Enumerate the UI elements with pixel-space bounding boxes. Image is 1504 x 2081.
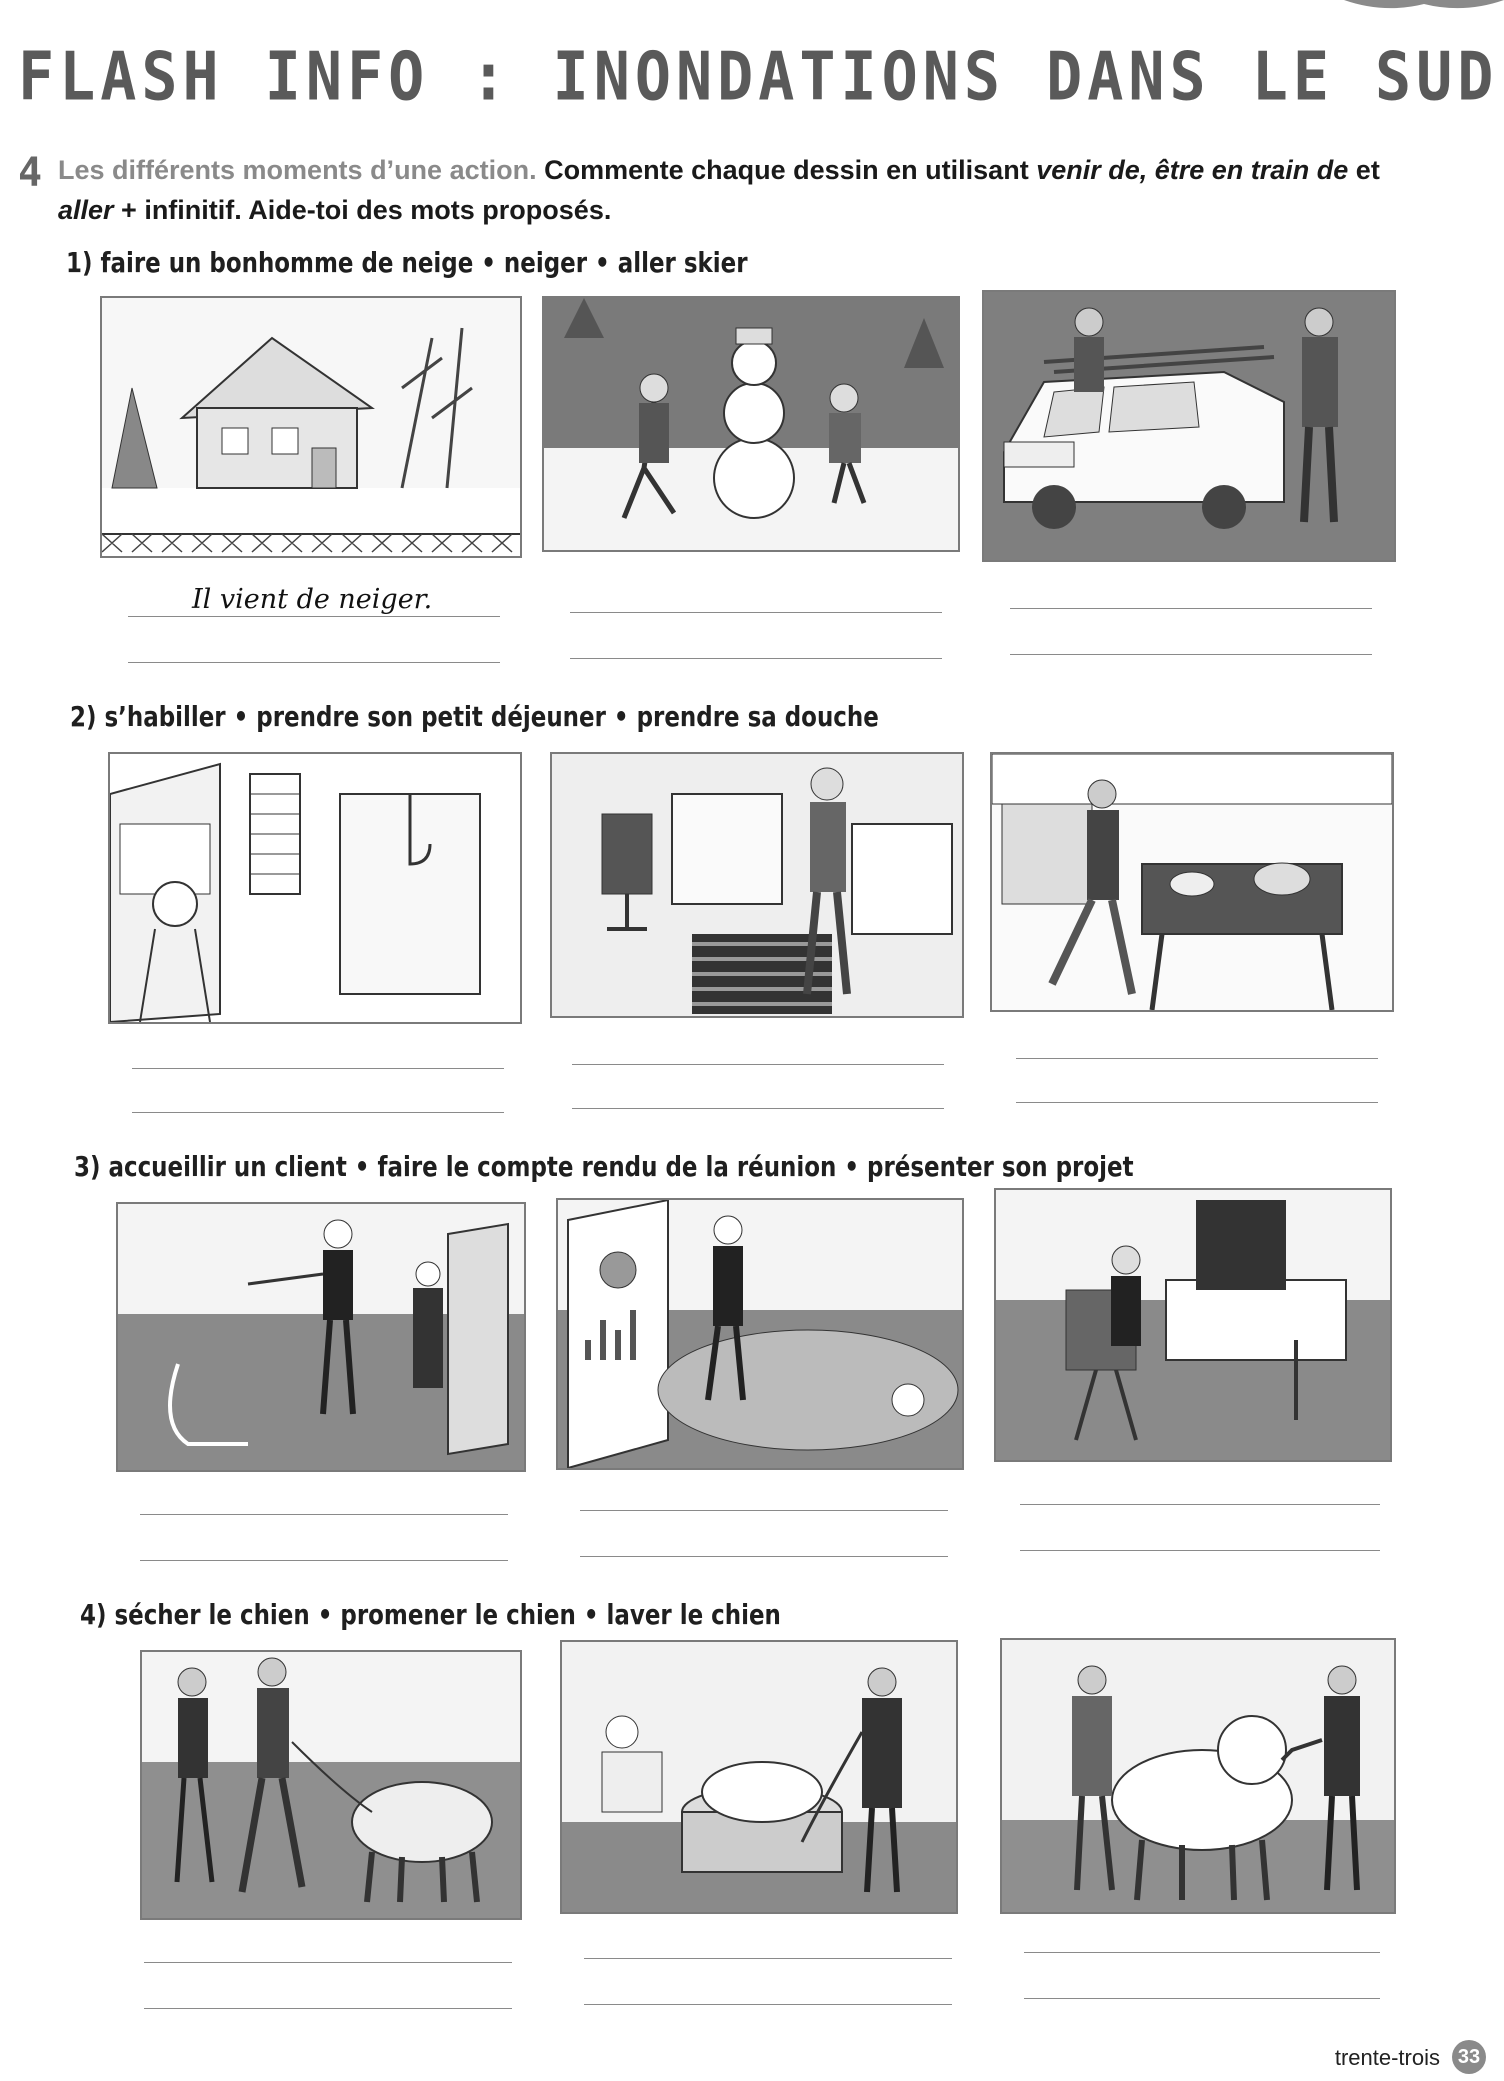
instruction-text-1: Commente chaque dessin en utilisant xyxy=(536,155,1037,185)
answer-line[interactable] xyxy=(144,2008,512,2009)
answer-line[interactable] xyxy=(140,1514,508,1515)
illustration-wash-dog xyxy=(560,1640,958,1914)
illustration-shower xyxy=(108,752,522,1024)
page-number-badge: 33 xyxy=(1452,2040,1486,2074)
answer-line[interactable] xyxy=(580,1556,948,1557)
answer-line[interactable] xyxy=(580,1510,948,1511)
answer-line[interactable] xyxy=(1010,654,1372,655)
instruction-aller: aller xyxy=(58,195,114,225)
answer-line[interactable] xyxy=(572,1108,944,1109)
illustration-breakfast xyxy=(990,752,1394,1012)
answer-line[interactable] xyxy=(1020,1504,1380,1505)
illustration-car-skis xyxy=(982,290,1396,562)
page-number-text: trente-trois xyxy=(1334,2045,1440,2070)
illustration-walk-dog xyxy=(140,1650,522,1920)
instruction-lead: Les différents moments d’une action. xyxy=(58,155,537,185)
prompt-2: 2) s’habiller • prendre son petit déjeuner • prendre sa douche xyxy=(70,700,879,733)
answer-line[interactable] xyxy=(1010,608,1372,609)
illustration-presentation xyxy=(556,1198,964,1470)
exercise-instruction xyxy=(58,150,1388,230)
answer-line[interactable] xyxy=(128,662,500,663)
page-title: FLASH INFO : INONDATIONS DANS LE SUD xyxy=(18,38,1499,117)
answer-line[interactable] xyxy=(144,1962,512,1963)
answer-line[interactable] xyxy=(584,2004,952,2005)
answer-line[interactable] xyxy=(1024,1998,1380,1999)
answer-line[interactable] xyxy=(572,1064,944,1065)
answer-line[interactable] xyxy=(132,1068,504,1069)
instruction-text-2: et xyxy=(1348,155,1380,185)
answer-line[interactable] xyxy=(132,1112,504,1113)
answer-line[interactable] xyxy=(140,1560,508,1561)
illustration-welcome-client xyxy=(116,1202,526,1472)
answer-line[interactable] xyxy=(570,612,942,613)
prompt-1: 1) faire un bonhomme de neige • neiger • aller skier xyxy=(66,246,748,279)
answer-line[interactable] xyxy=(584,1958,952,1959)
prompt-3: 3) accueillir un client • faire le compte rendu de la réunion • présenter son projet xyxy=(74,1150,1134,1183)
prompt-4: 4) sécher le chien • promener le chien • laver le chien xyxy=(80,1598,781,1631)
answer-line[interactable] xyxy=(1024,1952,1380,1953)
illustration-dressing xyxy=(550,752,964,1018)
corner-decoration xyxy=(1344,0,1504,12)
example-answer: Il vient de neiger. xyxy=(192,584,433,615)
exercise-number: 4 xyxy=(18,150,43,196)
illustration-snowman xyxy=(542,296,960,552)
answer-line[interactable] xyxy=(570,658,942,659)
illustration-report xyxy=(994,1188,1392,1462)
instruction-venir-de: venir de, être en train de xyxy=(1036,155,1349,185)
answer-line[interactable] xyxy=(1016,1102,1378,1103)
instruction-text-3: + infinitif. Aide-toi des mots proposés. xyxy=(113,195,612,225)
answer-line[interactable] xyxy=(1016,1058,1378,1059)
answer-line[interactable] xyxy=(1020,1550,1380,1551)
answer-line[interactable] xyxy=(128,616,500,617)
illustration-snowy-house xyxy=(100,296,522,558)
illustration-dry-dog xyxy=(1000,1638,1396,1914)
